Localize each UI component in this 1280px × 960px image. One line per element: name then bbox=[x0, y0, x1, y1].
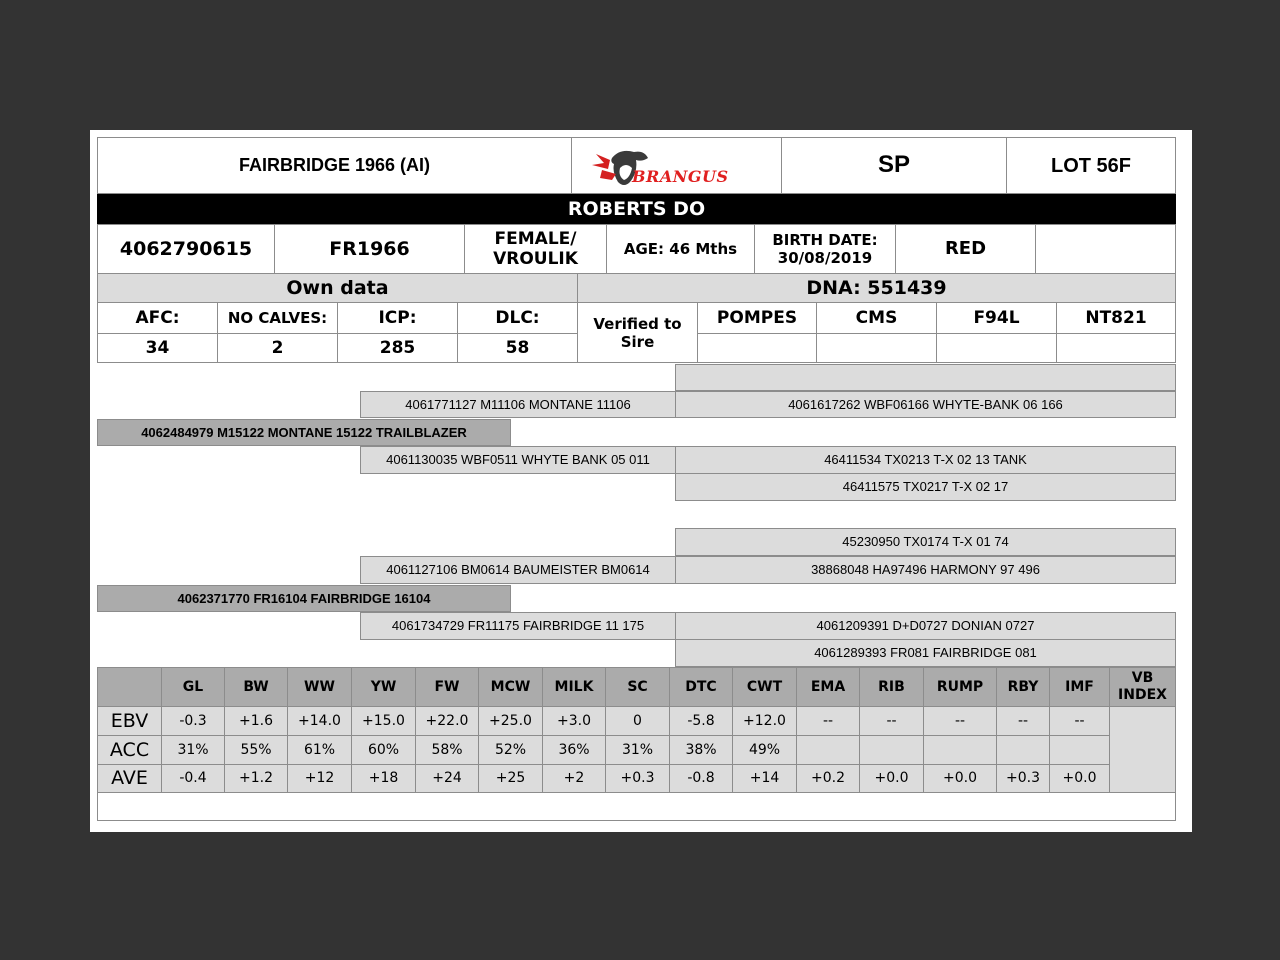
vb-index-header bbox=[1109, 667, 1176, 707]
acc-value bbox=[923, 735, 997, 765]
dna-result-nt821 bbox=[1056, 333, 1176, 363]
verified-line-2: Sire bbox=[620, 332, 655, 351]
dna-test-cms: CMS bbox=[816, 302, 937, 334]
ebv-value: -- bbox=[996, 706, 1050, 736]
dam: 4062371770 FR16104 FAIRBRIDGE 16104 bbox=[97, 585, 511, 612]
sire-dam: 4061130035 WBF0511 WHYTE BANK 05 011 bbox=[360, 446, 676, 474]
animal-sex bbox=[464, 224, 607, 274]
dna-test-f94l: F94L bbox=[936, 302, 1057, 334]
trait-header-ema: EMA bbox=[796, 667, 860, 707]
trait-header-sc: SC bbox=[605, 667, 670, 707]
animal-id: 4062790615 bbox=[97, 224, 275, 274]
animal-age: AGE: 46 Mths bbox=[606, 224, 755, 274]
ebv-value: +3.0 bbox=[542, 706, 606, 736]
trait-header-dtc: DTC bbox=[669, 667, 733, 707]
acc-value: 58% bbox=[415, 735, 479, 765]
acc-value: 61% bbox=[287, 735, 352, 765]
dlc-value: 58 bbox=[457, 333, 578, 363]
empty-info-cell bbox=[1035, 224, 1176, 274]
acc-value: 52% bbox=[478, 735, 543, 765]
row-label-acc: ACC bbox=[97, 735, 162, 765]
dna-result-f94l bbox=[936, 333, 1057, 363]
verified-to-sire bbox=[577, 302, 698, 363]
dna-result-cms bbox=[816, 333, 937, 363]
verified-line-1: Verified to bbox=[593, 314, 682, 333]
ave-value: +0.0 bbox=[859, 764, 924, 793]
ebv-value: +15.0 bbox=[351, 706, 416, 736]
dna-test-nt821: NT821 bbox=[1056, 302, 1176, 334]
dna-result-pompes bbox=[697, 333, 817, 363]
sire-dam-sire: 46411534 TX0213 T-X 02 13 TANK bbox=[675, 446, 1176, 474]
birth-date bbox=[754, 224, 896, 274]
ave-value: +0.0 bbox=[923, 764, 997, 793]
ebv-value: -- bbox=[923, 706, 997, 736]
footer-row bbox=[97, 792, 1176, 821]
pedigree-empty-cell bbox=[675, 364, 1176, 391]
dam-sire: 4061127106 BM0614 BAUMEISTER BM0614 bbox=[360, 556, 676, 584]
ebv-value: -- bbox=[859, 706, 924, 736]
ebv-value: -- bbox=[796, 706, 860, 736]
ebv-value: -- bbox=[1049, 706, 1110, 736]
vb-index-line-2: INDEX bbox=[1118, 687, 1167, 703]
ave-value: +0.2 bbox=[796, 764, 860, 793]
birth-date-label: BIRTH DATE: bbox=[772, 231, 878, 249]
owner-name: ROBERTS DO bbox=[97, 194, 1176, 224]
trait-header-rib: RIB bbox=[859, 667, 924, 707]
ebv-value: +1.6 bbox=[224, 706, 288, 736]
lot-number: LOT 56F bbox=[1006, 137, 1176, 194]
trait-header-imf: IMF bbox=[1049, 667, 1110, 707]
acc-value bbox=[1049, 735, 1110, 765]
icp-value: 285 bbox=[337, 333, 458, 363]
dlc-label: DLC: bbox=[457, 302, 578, 334]
acc-value: 31% bbox=[161, 735, 225, 765]
sire-sire-sire: 4061617262 WBF06166 WHYTE-BANK 06 166 bbox=[675, 391, 1176, 418]
acc-value bbox=[796, 735, 860, 765]
ebv-value: -0.3 bbox=[161, 706, 225, 736]
ave-value: +0.3 bbox=[605, 764, 670, 793]
sire-dam-dam: 46411575 TX0217 T-X 02 17 bbox=[675, 473, 1176, 501]
ebv-value: +22.0 bbox=[415, 706, 479, 736]
row-label-ave: AVE bbox=[97, 764, 162, 793]
ebv-value: 0 bbox=[605, 706, 670, 736]
trait-header-rby: RBY bbox=[996, 667, 1050, 707]
no-calves-value: 2 bbox=[217, 333, 338, 363]
vb-index-value bbox=[1109, 706, 1176, 793]
trait-header-rump: RUMP bbox=[923, 667, 997, 707]
trait-header-yw: YW bbox=[351, 667, 416, 707]
acc-value bbox=[996, 735, 1050, 765]
dam-dam-dam: 4061289393 FR081 FAIRBRIDGE 081 bbox=[675, 639, 1176, 667]
ebv-value: +14.0 bbox=[287, 706, 352, 736]
trait-header-cwt: CWT bbox=[732, 667, 797, 707]
icp-label: ICP: bbox=[337, 302, 458, 334]
ebv-value: +12.0 bbox=[732, 706, 797, 736]
dam-sire-dam: 38868048 HA97496 HARMONY 97 496 bbox=[675, 556, 1176, 584]
ave-value: -0.4 bbox=[161, 764, 225, 793]
trait-header-milk: MILK bbox=[542, 667, 606, 707]
own-data-title: Own data bbox=[97, 273, 578, 303]
sire: 4062484979 M15122 MONTANE 15122 TRAILBLAZER bbox=[97, 419, 511, 446]
ave-value: +2 bbox=[542, 764, 606, 793]
grade: SP bbox=[781, 137, 1007, 194]
trait-header-bw: BW bbox=[224, 667, 288, 707]
acc-value: 38% bbox=[669, 735, 733, 765]
acc-value bbox=[859, 735, 924, 765]
brangus-logo bbox=[571, 137, 782, 194]
logo-text: BRANGUS bbox=[632, 167, 729, 186]
ave-value: +0.3 bbox=[996, 764, 1050, 793]
dna-title: DNA: 551439 bbox=[577, 273, 1176, 303]
ave-value: +18 bbox=[351, 764, 416, 793]
acc-value: 36% bbox=[542, 735, 606, 765]
dam-dam: 4061734729 FR11175 FAIRBRIDGE 11 175 bbox=[360, 612, 676, 640]
trait-header-ww: WW bbox=[287, 667, 352, 707]
animal-card bbox=[90, 130, 1192, 832]
ave-value: +25 bbox=[478, 764, 543, 793]
ebv-corner-cell bbox=[97, 667, 162, 707]
ebv-value: +25.0 bbox=[478, 706, 543, 736]
trait-header-fw: FW bbox=[415, 667, 479, 707]
ave-value: +0.0 bbox=[1049, 764, 1110, 793]
sex-line-1: FEMALE/ bbox=[494, 228, 577, 249]
ave-value: +24 bbox=[415, 764, 479, 793]
no-calves-label: NO CALVES: bbox=[217, 302, 338, 334]
dam-sire-sire: 45230950 TX0174 T-X 01 74 bbox=[675, 528, 1176, 556]
ave-value: +12 bbox=[287, 764, 352, 793]
acc-value: 31% bbox=[605, 735, 670, 765]
ave-value: +14 bbox=[732, 764, 797, 793]
ave-value: +1.2 bbox=[224, 764, 288, 793]
dam-dam-sire: 4061209391 D+D0727 DONIAN 0727 bbox=[675, 612, 1176, 640]
acc-value: 55% bbox=[224, 735, 288, 765]
acc-value: 60% bbox=[351, 735, 416, 765]
sex-line-2: VROULIK bbox=[493, 249, 578, 269]
trait-header-gl: GL bbox=[161, 667, 225, 707]
birth-date-value: 30/08/2019 bbox=[777, 249, 873, 267]
animal-tag: FR1966 bbox=[274, 224, 465, 274]
ave-value: -0.8 bbox=[669, 764, 733, 793]
ebv-value: -5.8 bbox=[669, 706, 733, 736]
vb-index-line-1: VB bbox=[1131, 670, 1154, 687]
acc-value: 49% bbox=[732, 735, 797, 765]
afc-label: AFC: bbox=[97, 302, 218, 334]
afc-value: 34 bbox=[97, 333, 218, 363]
trait-header-mcw: MCW bbox=[478, 667, 543, 707]
animal-name: FAIRBRIDGE 1966 (AI) bbox=[97, 137, 572, 194]
animal-color: RED bbox=[895, 224, 1036, 274]
row-label-ebv: EBV bbox=[97, 706, 162, 736]
sire-sire: 4061771127 M11106 MONTANE 11106 bbox=[360, 391, 676, 418]
dna-test-pompes: POMPES bbox=[697, 302, 817, 334]
